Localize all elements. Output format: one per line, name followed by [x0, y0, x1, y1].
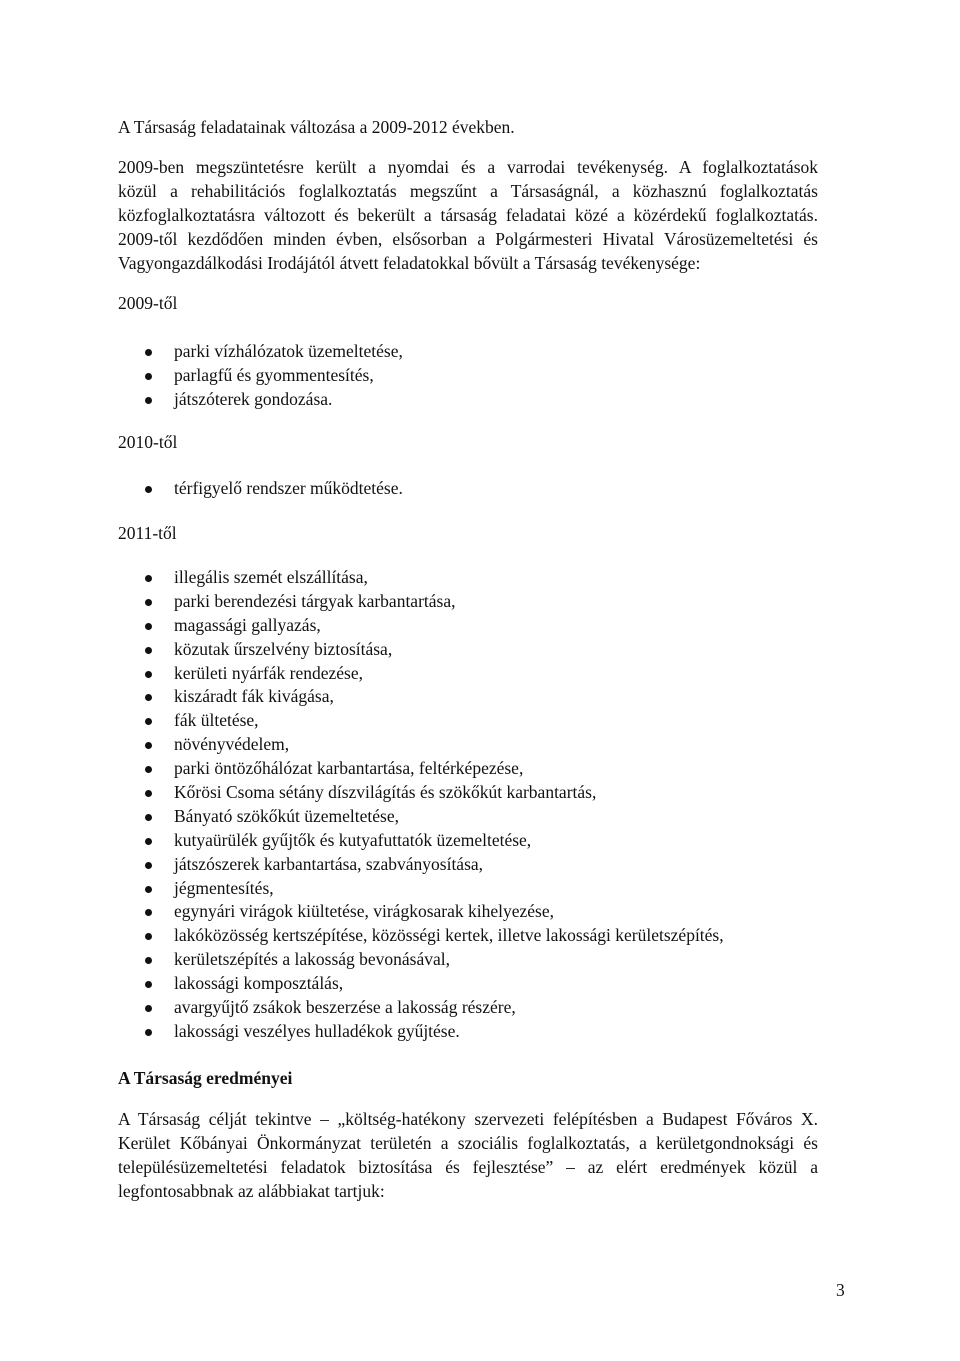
- list-item: egynyári virágok kiültetése, virágkosarak kihelyezése,: [118, 900, 724, 924]
- list-item: kerületszépítés a lakosság bevonásával,: [118, 948, 724, 972]
- bullet-list-2011: [118, 566, 724, 1044]
- bullet-icon: [145, 766, 152, 773]
- bullet-icon: [145, 957, 152, 964]
- paragraph-line: Kerület Kőbányai Önkormányzat területén a szociális foglalkoztatás, a kerületgondnoksági és: [118, 1133, 818, 1153]
- paragraph-line: Vagyongazdálkodási Irodájától átvett feladatokkal bővült a Társaság tevékenysége:: [118, 253, 701, 273]
- bullet-list-2009: [118, 340, 403, 412]
- paragraph-line: településüzemeltetési feladatok biztosítása és fejlesztése” – az elért eredmények közül a: [118, 1157, 818, 1177]
- list-item: kerületi nyárfák rendezése,: [118, 662, 724, 686]
- bullet-icon: [145, 599, 152, 606]
- bullet-icon: [145, 838, 152, 845]
- list-item: magassági gallyazás,: [118, 614, 724, 638]
- list-item: növényvédelem,: [118, 733, 724, 757]
- list-item: parki berendezési tárgyak karbantartása,: [118, 590, 724, 614]
- list-item: játszóterek gondozása.: [118, 388, 403, 412]
- bullet-icon: [145, 909, 152, 916]
- paragraph-line: 2009-től kezdődően minden évben, elsősorban a Polgármesteri Hivatal Városüzemeltetési és: [118, 229, 818, 249]
- bullet-icon: [145, 671, 152, 678]
- list-item: fák ültetése,: [118, 709, 724, 733]
- bullet-icon: [145, 981, 152, 988]
- bullet-icon: [145, 486, 152, 493]
- results-heading: A Társaság eredményei: [118, 1068, 293, 1088]
- list-item: lakossági komposztálás,: [118, 972, 724, 996]
- bullet-icon: [145, 575, 152, 582]
- bullet-icon: [145, 790, 152, 797]
- list-item: játszószerek karbantartása, szabványosítása,: [118, 853, 724, 877]
- list-item: avargyűjtő zsákok beszerzése a lakosság részére,: [118, 996, 724, 1020]
- list-item: Kőrösi Csoma sétány díszvilágítás és szökőkút karbantartás,: [118, 781, 724, 805]
- bullet-icon: [145, 1005, 152, 1012]
- list-item: kutyaürülék gyűjtők és kutyafuttatók üzemeltetése,: [118, 829, 724, 853]
- bullet-icon: [145, 623, 152, 630]
- list-item: jégmentesítés,: [118, 877, 724, 901]
- bullet-icon: [145, 814, 152, 821]
- list-item: parki öntözőhálózat karbantartása, feltérképezése,: [118, 757, 724, 781]
- list-item: lakossági veszélyes hulladékok gyűjtése.: [118, 1020, 724, 1044]
- bullet-list-2010: [118, 477, 403, 501]
- bullet-icon: [145, 694, 152, 701]
- bullet-icon: [145, 718, 152, 725]
- bullet-icon: [145, 1029, 152, 1036]
- paragraph-line: közfoglalkoztatásra változott és bekerült a társaság feladatai közé a közérdekű foglalkoztatás.: [118, 205, 818, 225]
- bullet-icon: [145, 349, 152, 356]
- list-item: kiszáradt fák kivágása,: [118, 685, 724, 709]
- section-heading: A Társaság feladatainak változása a 2009-2012 években.: [118, 117, 515, 137]
- paragraph-line: A Társaság célját tekintve – „költség-hatékony szervezeti felépítésben a Budapest Főváros X.: [118, 1109, 818, 1129]
- list-item: parlagfű és gyommentesítés,: [118, 364, 403, 388]
- paragraph-line: 2009-ben megszüntetésre került a nyomdai és a varrodai tevékenység. A foglalkoztatások: [118, 157, 818, 177]
- bullet-icon: [145, 647, 152, 654]
- list-item: illegális szemét elszállítása,: [118, 566, 724, 590]
- year-label: 2010-től: [118, 432, 178, 452]
- paragraph-line: legfontosabbnak az alábbiakat tartjuk:: [118, 1181, 385, 1201]
- year-label: 2009-től: [118, 293, 178, 313]
- list-item: térfigyelő rendszer működtetése.: [118, 477, 403, 501]
- list-item: parki vízhálózatok üzemeltetése,: [118, 340, 403, 364]
- bullet-icon: [145, 886, 152, 893]
- bullet-icon: [145, 862, 152, 869]
- page-number: 3: [836, 1280, 845, 1300]
- bullet-icon: [145, 933, 152, 940]
- list-item: Bányató szökőkút üzemeltetése,: [118, 805, 724, 829]
- bullet-icon: [145, 373, 152, 380]
- bullet-icon: [145, 742, 152, 749]
- bullet-icon: [145, 397, 152, 404]
- paragraph-line: közül a rehabilitációs foglalkoztatás megszűnt a Társaságnál, a közhasznú foglalkoztatás: [118, 181, 818, 201]
- list-item: lakóközösség kertszépítése, közösségi kertek, illetve lakossági kerületszépítés,: [118, 924, 724, 948]
- list-item: közutak űrszelvény biztosítása,: [118, 638, 724, 662]
- year-label: 2011-től: [118, 523, 177, 543]
